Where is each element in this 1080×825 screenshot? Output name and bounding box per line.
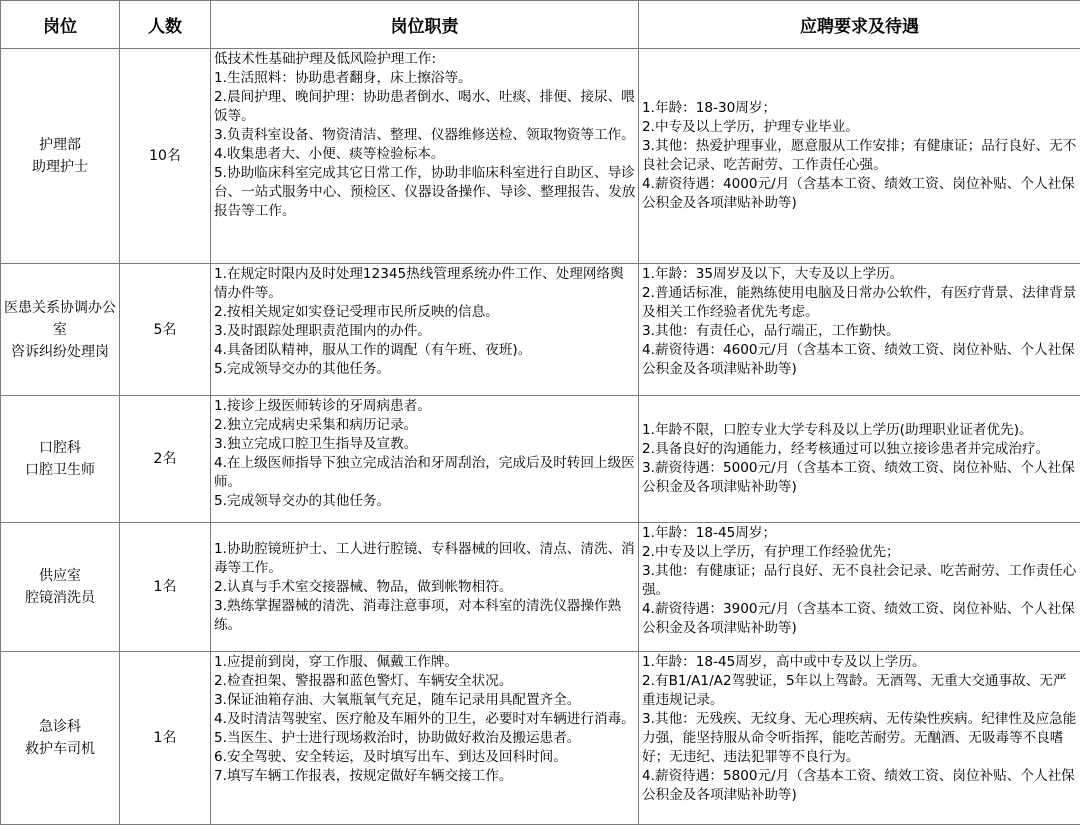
headcount-cell: 1名 [120, 523, 211, 652]
duty-line: 5.完成领导交办的其他任务。 [214, 492, 636, 511]
duty-line: 2.晨间护理、晚间护理：协助患者倒水、喝水、吐痰、排便、接尿、喂饭等。 [214, 88, 636, 126]
duty-line: 2.按相关规定如实登记受理市民所反映的信息。 [214, 303, 636, 322]
duty-line: 1.协助腔镜班护士、工人进行腔镜、专科器械的回收、清点、清洗、消毒等工作。 [214, 540, 636, 578]
requirement-line: 2.中专及以上学历，有护理工作经验优先； [642, 543, 1078, 562]
duty-line: 4.在上级医师指导下独立完成洁治和牙周刮治，完成后及时转回上级医师。 [214, 454, 636, 492]
header-count: 人数 [120, 1, 211, 49]
position-cell [1, 523, 120, 652]
headcount-cell: 5名 [120, 264, 211, 396]
duty-line: 2.检查担架、警报器和蓝色警灯、车辆安全状况。 [214, 672, 636, 691]
duty-line: 低技术性基础护理及低风险护理工作: [214, 50, 636, 69]
role-name: 救护车司机 [1, 738, 119, 760]
requirement-line: 3.其他：有健康证；品行良好、无不良社会记录、吃苦耐劳、工作责任心强。 [642, 562, 1078, 600]
duty-line: 2.认真与手术室交接器械、物品，做到帐物相符。 [214, 578, 636, 597]
duties-cell [211, 264, 639, 396]
duties-cell [211, 523, 639, 652]
requirement-line: 4.薪资待遇：4600元/月（含基本工资、绩效工资、岗位补贴、个人社保公积金及各项津贴补助等) [642, 341, 1078, 379]
duty-line: 4.收集患者大、小便、痰等检验标本。 [214, 145, 636, 164]
duties-cell [211, 49, 639, 264]
requirement-line: 1.年龄不限，口腔专业大学专科及以上学历(助理职业证者优先)。 [642, 421, 1078, 440]
table-row [1, 396, 1080, 523]
header-row [1, 1, 1080, 49]
requirement-line: 4.薪资待遇：3900元/月（含基本工资、绩效工资、岗位补贴、个人社保公积金及各项津贴补助等) [642, 600, 1078, 638]
requirement-line: 2.具备良好的沟通能力，经考核通过可以独立接诊患者并完成治疗。 [642, 440, 1078, 459]
department-name: 口腔科 [1, 437, 119, 459]
duty-line: 5.协助临床科室完成其它日常工作，协助非临床科室进行自助区、导诊台、一站式服务中心、预检区、仪器设备操作、导诊、整理报告、发放报告等工作。 [214, 164, 636, 221]
duty-line: 2.独立完成病史采集和病历记录。 [214, 416, 636, 435]
duty-line: 5.完成领导交办的其他任务。 [214, 360, 636, 379]
requirements-cell [639, 652, 1080, 825]
requirement-line: 1.年龄：18-30周岁； [642, 99, 1078, 118]
header-requirements: 应聘要求及待遇 [639, 1, 1080, 49]
duty-line: 3.熟练掌握器械的清洗、消毒注意事项，对本科室的清洗仪器操作熟练。 [214, 597, 636, 635]
requirement-line: 3.其他：热爱护理事业，愿意服从工作安排；有健康证；品行良好、无不良社会记录、吃苦耐劳、工作责任心强。 [642, 137, 1078, 175]
duty-line: 3.保证油箱存油、大氧瓶氧气充足，随车记录用具配置齐全。 [214, 691, 636, 710]
duty-line: 7.填写车辆工作报表，按规定做好车辆交接工作。 [214, 767, 636, 786]
role-name: 口腔卫生师 [1, 459, 119, 481]
role-name: 腔镜消洗员 [1, 587, 119, 609]
requirement-line: 2.中专及以上学历，护理专业毕业。 [642, 118, 1078, 137]
position-cell [1, 652, 120, 825]
headcount-cell: 1名 [120, 652, 211, 825]
duties-cell [211, 396, 639, 523]
requirement-line: 2.普通话标准，能熟练使用电脑及日常办公软件，有医疗背景、法律背景及相关工作经验者优先考虑。 [642, 284, 1078, 322]
position-cell [1, 49, 120, 264]
header-position: 岗位 [1, 1, 120, 49]
requirement-line: 2.有B1/A1/A2驾驶证，5年以上驾龄。无酒驾、无重大交通事故、无严重违规记录。 [642, 672, 1078, 710]
duties-cell [211, 652, 639, 825]
requirements-cell [639, 264, 1080, 396]
duty-line: 1.应提前到岗，穿工作服、佩戴工作牌。 [214, 653, 636, 672]
department-name: 医患关系协调办公室 [1, 297, 119, 341]
duty-line: 3.独立完成口腔卫生指导及宣教。 [214, 435, 636, 454]
header-duties: 岗位职责 [211, 1, 639, 49]
position-cell [1, 264, 120, 396]
requirement-line: 1.年龄：35周岁及以下，大专及以上学历。 [642, 265, 1078, 284]
table-row [1, 652, 1080, 825]
department-name: 护理部 [1, 134, 119, 156]
requirements-cell [639, 523, 1080, 652]
requirement-line: 4.薪资待遇：5800元/月（含基本工资、绩效工资、岗位补贴、个人社保公积金及各项津贴补助等) [642, 767, 1078, 805]
role-name: 咨诉纠纷处理岗 [1, 341, 119, 363]
duty-line: 1.生活照料：协助患者翻身，床上擦浴等。 [214, 69, 636, 88]
department-name: 急诊科 [1, 716, 119, 738]
role-name: 助理护士 [1, 156, 119, 178]
requirement-line: 4.薪资待遇：4000元/月（含基本工资、绩效工资、岗位补贴、个人社保公积金及各项津贴补助等) [642, 175, 1078, 213]
duty-line: 4.及时清洁驾驶室、医疗舱及车厢外的卫生，必要时对车辆进行消毒。 [214, 710, 636, 729]
department-name: 供应室 [1, 565, 119, 587]
table-row [1, 49, 1080, 264]
duty-line: 1.接诊上级医师转诊的牙周病患者。 [214, 397, 636, 416]
requirement-line: 1.年龄：18-45周岁，高中或中专及以上学历。 [642, 653, 1078, 672]
requirement-line: 3.其他：无残疾、无纹身、无心理疾病、无传染性疾病。纪律性及应急能力强，能坚持服从命令听指挥，能吃苦耐劳。无酗酒、无吸毒等不良嗜好；无违纪、违法犯罪等不良行为。 [642, 710, 1078, 767]
requirements-cell [639, 49, 1080, 264]
requirements-cell [639, 396, 1080, 523]
duty-line: 4.具备团队精神，服从工作的调配（有午班、夜班)。 [214, 341, 636, 360]
duty-line: 3.及时跟踪处理职责范围内的办件。 [214, 322, 636, 341]
table-row [1, 264, 1080, 396]
requirement-line: 3.其他：有责任心，品行端正，工作勤快。 [642, 322, 1078, 341]
requirement-line: 1.年龄：18-45周岁； [642, 524, 1078, 543]
duty-line: 3.负责科室设备、物资清洁、整理、仪器维修送检、领取物资等工作。 [214, 126, 636, 145]
position-cell [1, 396, 120, 523]
duty-line: 5.当医生、护士进行现场救治时，协助做好救治及搬运患者。 [214, 729, 636, 748]
headcount-cell: 10名 [120, 49, 211, 264]
duty-line: 6.安全驾驶、安全转运，及时填写出车、到达及回科时间。 [214, 748, 636, 767]
table-row [1, 523, 1080, 652]
headcount-cell: 2名 [120, 396, 211, 523]
duty-line: 1.在规定时限内及时处理12345热线管理系统办件工作、处理网络舆情办件等。 [214, 265, 636, 303]
requirement-line: 3.薪资待遇：5000元/月（含基本工资、绩效工资、岗位补贴、个人社保公积金及各项津贴补助等) [642, 459, 1078, 497]
